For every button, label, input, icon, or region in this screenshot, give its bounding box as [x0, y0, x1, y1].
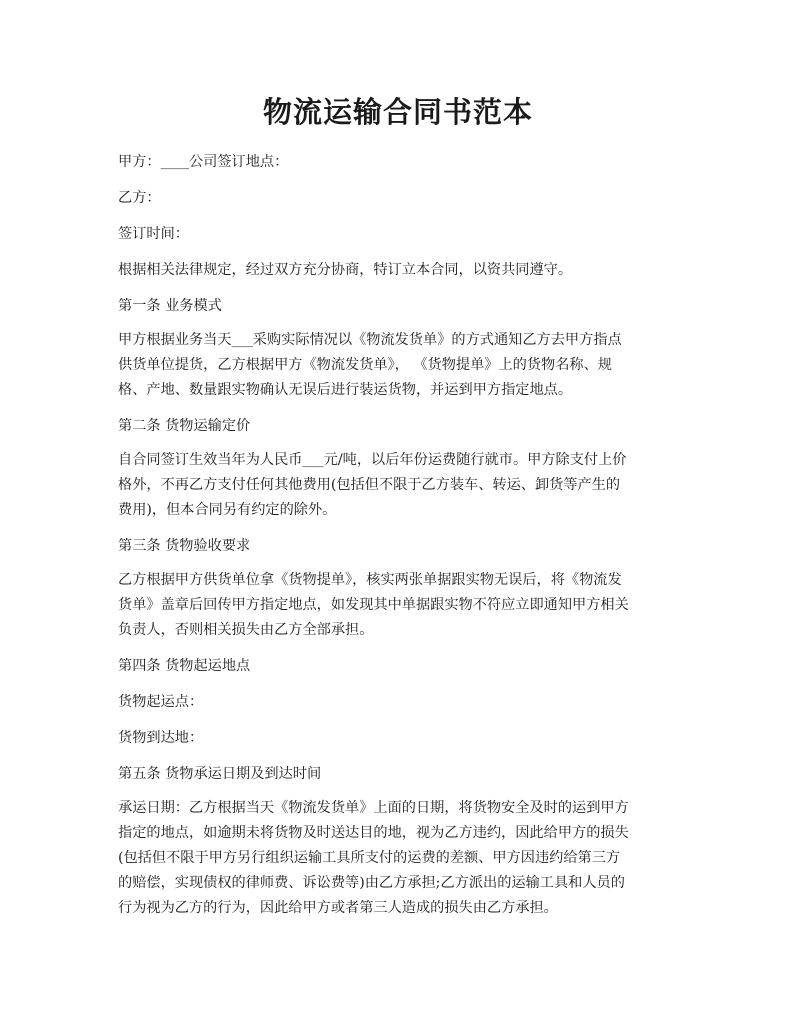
article-1-line: 甲方根据业务当天___采购实际情况以《物流发货单》的方式通知乙方去甲方指点	[118, 332, 622, 348]
article-3-line: 负责人，否则相关损失由乙方全部承担。	[118, 622, 374, 638]
article-5-line: 的赔偿，实现债权的律师费、诉讼费等)由乙方承担;乙方派出的运输工具和人员的	[118, 875, 625, 891]
article-3-line: 货单》盖章后回传甲方指定地点，如发现其中单据跟实物不符应立即通知甲方相关	[118, 597, 629, 613]
article-2-line: 费用)，但本合同另有约定的除外。	[118, 502, 337, 518]
preamble-paragraph: 根据相关法律规定，经过双方充分协商，特订立本合同，以资共同遵守。	[118, 262, 573, 278]
article-5-body	[118, 796, 684, 921]
sign-time-line: 签订时间：	[118, 226, 189, 242]
article-2-heading: 第二条 货物运输定价	[118, 418, 251, 434]
article-5-line: 承运日期：乙方根据当天《物流发货单》上面的日期，将货物安全及时的运到甲方	[118, 800, 629, 816]
article-5-heading: 第五条 货物承运日期及到达时间	[118, 766, 322, 782]
article-1-line: 供货单位提货，乙方根据甲方《物流发货单》， 《货物提单》上的货物名称、规	[118, 357, 612, 373]
article-3-heading: 第三条 货物验收要求	[118, 538, 251, 554]
article-1-heading: 第一条 业务模式	[118, 298, 222, 314]
article-4-heading: 第四条 货物起运地点	[118, 658, 251, 674]
article-5-line: (包括但不限于甲方另行组织运输工具所支付的运费的差额、甲方因违约给第三方	[118, 850, 621, 866]
article-2-line: 自合同签订生效当年为人民币___元/吨，以后年份运费随行就市。甲方除支付上价	[118, 452, 627, 468]
destination-line: 货物到达地：	[118, 730, 204, 746]
article-3-body	[118, 568, 684, 643]
party-b-line: 乙方：	[118, 190, 161, 206]
article-5-line: 行为视为乙方的行为，因此给甲方或者第三人造成的损失由乙方承担。	[118, 900, 558, 916]
party-a-line: 甲方：____公司签订地点：	[118, 154, 289, 170]
article-3-line: 乙方根据甲方供货单位拿《货物提单》，核实两张单据跟实物无误后，将《物流发	[118, 572, 622, 588]
origin-line: 货物起运点：	[118, 694, 204, 710]
article-1-body	[118, 328, 684, 403]
article-2-body	[118, 448, 684, 523]
article-1-line: 格、产地、数量跟实物确认无误后进行装运货物，并运到甲方指定地点。	[118, 382, 573, 398]
document-title: 物流运输合同书范本	[262, 95, 533, 129]
article-5-line: 指定的地点，如逾期未将货物及时送达目的地，视为乙方违约，因此给甲方的损失	[118, 825, 629, 841]
article-2-line: 格外，不再乙方支付任何其他费用(包括但不限于乙方装车、转运、卸货等产生的	[118, 477, 621, 493]
